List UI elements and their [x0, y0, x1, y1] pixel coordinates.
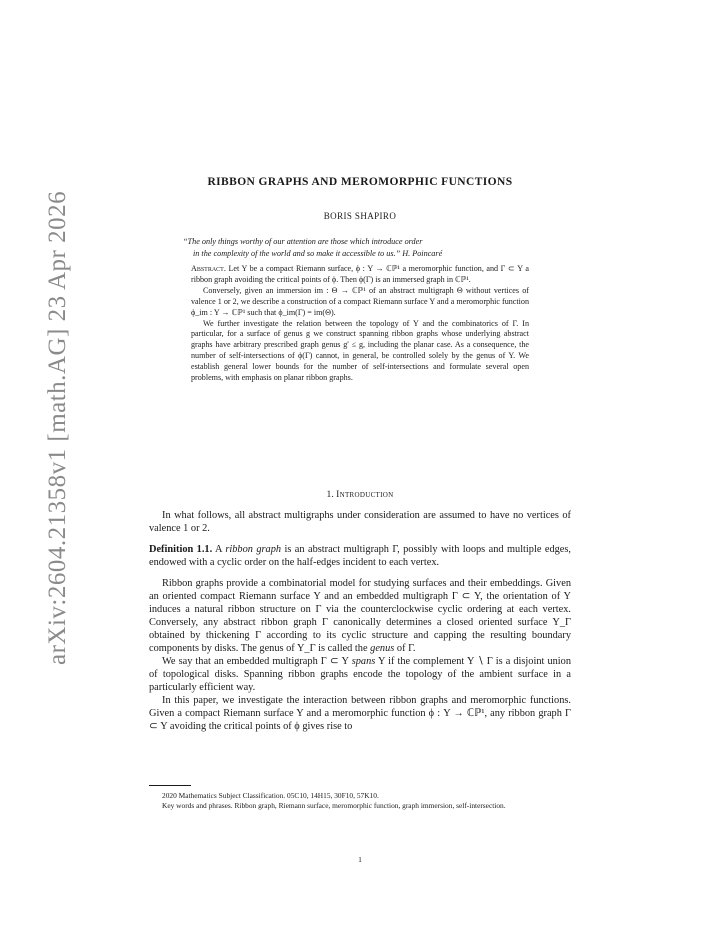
- epigraph-line-2: in the complexity of the world and so make it accessible to us.” H. Poincaré: [193, 249, 443, 258]
- keywords-text: Ribbon graph, Riemann surface, meromorphic function, graph immersion, self-intersection.: [234, 801, 506, 810]
- author-name: BORIS SHAPIRO: [323, 211, 397, 221]
- body-paragraph-2-text-a: Ribbon graphs provide a combinatorial model for studying surfaces and their embeddings. Given an oriented compact Riemann surface Y and an embedded multigraph Γ ⊂ Y, the orientation of Y induces a natural ribbon structure on Γ via the counterclockwise cyclic ordering at each vertex. Conversely, any abstract ribbon graph Γ canonically determines a closed oriented surface Y_Γ obtained by thickening Γ according to its cyclic structure and capping the resulting boundary components by disks. The genus of Y_Γ is called the: [149, 578, 571, 654]
- body-paragraph-2: [149, 577, 571, 655]
- definition-term: ribbon graph: [225, 544, 282, 555]
- msc-codes: 05C10, 14H15, 30F10, 57K10.: [287, 791, 379, 800]
- definition-text-a: A: [215, 544, 222, 555]
- section-number: 1.: [326, 489, 334, 500]
- abstract-label: Abstract.: [191, 264, 226, 273]
- msc-label: 2020 Mathematics Subject Classification.: [162, 791, 286, 800]
- abstract: [191, 264, 529, 384]
- body-paragraph-1: In what follows, all abstract multigraphs under consideration are assumed to have no vertices of valence 1 or 2.: [149, 510, 571, 534]
- definition-1-1: [149, 543, 571, 569]
- body-paragraph-2-text-b: of Γ.: [396, 643, 416, 654]
- keywords-label: Key words and phrases.: [162, 801, 233, 810]
- epigraph: [183, 236, 563, 260]
- abstract-paragraph-3: We further investigate the relation between the topology of Y and the combinatorics of Γ. In particular, for a surface of genus g we construct spanning ribbon graphs whose underlying abstract graphs have arbitrary prescribed graph genus g′ ≤ g, including the planar case. As a consequence, the number of self-intersections of ϕ(Γ) cannot, in general, be controlled solely by the genus of Y. We establish general lower bounds for the number of self-intersections and formulate several open problems, with emphasis on planar ribbon graphs.: [191, 318, 529, 383]
- abstract-paragraph-2: Conversely, given an immersion im : Θ → ℂℙ¹ of an abstract multigraph Θ without vertices of valence 1 or 2, we describe a construction of a compact Riemann surface Y and a meromorphic function ϕ_im : Y → ℂℙ¹ such that ϕ_im(Γ) = im(Θ).: [191, 285, 529, 317]
- definition-label: Definition 1.1.: [149, 544, 213, 555]
- footnote-msc: [149, 791, 571, 801]
- body-paragraph-3-text-b: Y if the complement Y ∖ Γ is a disjoint union of topological disks. Spanning ribbon graphs encode the topology of the ambient surface in a particularly efficient way.: [149, 656, 572, 693]
- section-heading: [0, 489, 720, 500]
- paper-title: RIBBON GRAPHS AND MEROMORPHIC FUNCTIONS: [207, 176, 513, 188]
- page-number: 1: [358, 855, 362, 864]
- footnote-divider: [149, 785, 191, 786]
- footnote-keywords: [149, 801, 571, 811]
- genus-term: genus: [370, 643, 395, 654]
- spans-term: spans: [351, 656, 376, 667]
- arxiv-identifier-stamp[interactable]: arXiv:2604.21358v1 [math.AG] 23 Apr 2026: [44, 190, 71, 665]
- definition-text-b: is an abstract multigraph Γ, possibly with loops and multiple edges, endowed with a cyclic order on the half-edges incident to each vertex.: [149, 544, 571, 568]
- body-paragraph-3: [149, 655, 571, 694]
- body-paragraph-3-text-a: We say that an embedded multigraph Γ ⊂ Y: [162, 656, 349, 667]
- abstract-paragraph-1: [191, 264, 529, 286]
- section-title: Introduction: [336, 489, 394, 500]
- footnotes: [149, 791, 571, 811]
- body-paragraph-4: In this paper, we investigate the interaction between ribbon graphs and meromorphic functions. Given a compact Riemann surface Y and a meromorphic function ϕ : Y → ℂℙ¹, any ribbon graph Γ ⊂ Y avoiding the critical points of ϕ gives rise to: [149, 695, 571, 732]
- abstract-text-1: Let Y be a compact Riemann surface, ϕ : Y → ℂℙ¹ a meromorphic function, and Γ ⊂ Y a ribbon graph avoiding the critical points of ϕ. Then ϕ(Γ) is an immersed graph in ℂℙ¹.: [191, 264, 529, 284]
- main-text: [149, 509, 571, 733]
- epigraph-line-1: “The only things worthy of our attention are those which introduce order: [183, 237, 423, 246]
